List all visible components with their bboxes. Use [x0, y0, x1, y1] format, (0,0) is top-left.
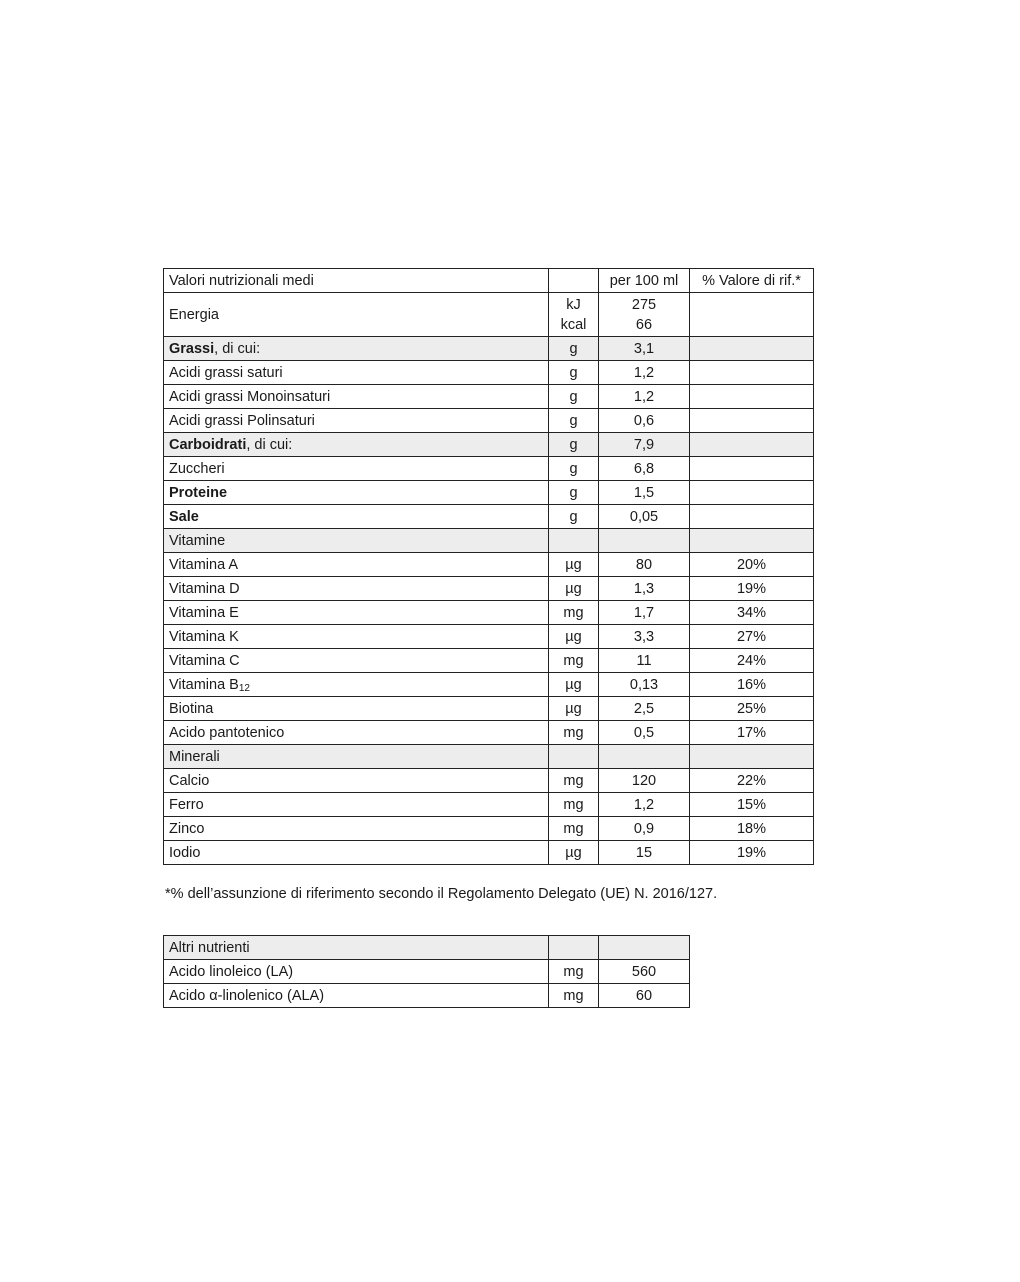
nutrient-label	[164, 337, 549, 361]
mineral-value: 120	[599, 769, 690, 793]
vitamin-label	[164, 553, 549, 577]
table-row	[164, 673, 814, 697]
vitamin-unit: µg	[549, 577, 599, 601]
nutrient-unit: g	[549, 385, 599, 409]
section-label: Vitamine	[164, 529, 549, 553]
nutrient-label	[164, 505, 549, 529]
vitamin-value: 0,5	[599, 721, 690, 745]
nutrient-unit: g	[549, 337, 599, 361]
table-row	[164, 769, 814, 793]
mineral-label: Ferro	[164, 793, 549, 817]
header-unit	[549, 269, 599, 293]
nutrient-ref	[690, 385, 814, 409]
mineral-ref: 19%	[690, 841, 814, 865]
nutrient-unit: g	[549, 457, 599, 481]
nutrient-label	[164, 457, 549, 481]
nutrient-value: 7,9	[599, 433, 690, 457]
vitamin-label	[164, 625, 549, 649]
mineral-unit: µg	[549, 841, 599, 865]
empty-cell	[690, 745, 814, 769]
empty-cell	[599, 936, 690, 960]
table-row	[164, 553, 814, 577]
vitamin-unit: µg	[549, 553, 599, 577]
vitamin-name: Acido pantotenico	[169, 724, 285, 741]
table-row	[164, 385, 814, 409]
table-row	[164, 481, 814, 505]
mineral-ref: 22%	[690, 769, 814, 793]
vitamin-label	[164, 649, 549, 673]
vitamin-label	[164, 721, 549, 745]
mineral-unit: mg	[549, 769, 599, 793]
nutrient-unit: g	[549, 505, 599, 529]
table-row	[164, 625, 814, 649]
empty-cell	[549, 936, 599, 960]
section-row-vitamins	[164, 529, 814, 553]
vitamin-name: Biotina	[169, 700, 214, 717]
table-row	[164, 457, 814, 481]
nutrient-label-bold: Proteine	[169, 484, 228, 501]
footnote: *% dell’assunzione di riferimento secondo il Regolamento Delegato (UE) N. 2016/127.	[165, 886, 718, 902]
vitamin-ref: 24%	[690, 649, 814, 673]
nutrient-label-rest: Acidi grassi Polinsaturi	[169, 412, 315, 429]
vitamin-ref: 19%	[690, 577, 814, 601]
value-kcal: 66	[635, 316, 653, 333]
table-row	[164, 361, 814, 385]
nutrient-ref	[690, 433, 814, 457]
nutrient-label	[164, 481, 549, 505]
table-row	[164, 817, 814, 841]
table-row	[164, 505, 814, 529]
nutrient-ref	[690, 505, 814, 529]
nutrient-unit: g	[549, 433, 599, 457]
other-header-label: Altri nutrienti	[164, 936, 549, 960]
nutrient-ref	[690, 361, 814, 385]
empty-cell	[599, 745, 690, 769]
vitamin-rows	[164, 529, 814, 745]
vitamin-value: 3,3	[599, 625, 690, 649]
vitamin-name: Vitamina A	[169, 556, 239, 573]
empty-cell	[690, 529, 814, 553]
vitamin-value: 1,3	[599, 577, 690, 601]
mineral-label: Zinco	[164, 817, 549, 841]
nutrient-value: 3,1	[599, 337, 690, 361]
nutrient-label-rest: , di cui:	[214, 340, 261, 357]
vitamin-name: Vitamina B	[169, 676, 239, 693]
energy-label: Energia	[164, 293, 549, 337]
vitamin-name: Vitamina K	[169, 628, 239, 645]
header-label: Valori nutrizionali medi	[164, 269, 549, 293]
table-row	[164, 984, 690, 1008]
empty-cell	[549, 529, 599, 553]
value-kj: 275	[631, 296, 657, 313]
nutrient-unit: g	[549, 361, 599, 385]
table-row	[164, 601, 814, 625]
vitamin-label	[164, 577, 549, 601]
nutrient-label-bold: Grassi	[169, 340, 215, 357]
vitamin-value: 80	[599, 553, 690, 577]
table-row	[164, 433, 814, 457]
table-row	[164, 577, 814, 601]
nutrient-label	[164, 433, 549, 457]
vitamin-value: 0,13	[599, 673, 690, 697]
nutrient-label	[164, 409, 549, 433]
mineral-rows	[164, 745, 814, 865]
section-row-minerals	[164, 745, 814, 769]
other-unit: mg	[549, 984, 599, 1008]
nutrient-value: 1,5	[599, 481, 690, 505]
nutrient-label	[164, 361, 549, 385]
other-label: Acido α-linolenico (ALA)	[164, 984, 549, 1008]
vitamin-value: 2,5	[599, 697, 690, 721]
mineral-unit: mg	[549, 793, 599, 817]
vitamin-unit: mg	[549, 601, 599, 625]
mineral-ref: 18%	[690, 817, 814, 841]
nutrient-value: 6,8	[599, 457, 690, 481]
nutrient-label-rest: Zuccheri	[169, 460, 225, 477]
nutrient-unit: g	[549, 481, 599, 505]
mineral-unit: mg	[549, 817, 599, 841]
macronutrient-rows	[164, 337, 814, 529]
nutrient-label-rest: Acidi grassi Monoinsaturi	[169, 388, 331, 405]
table-row	[164, 409, 814, 433]
vitamin-ref: 27%	[690, 625, 814, 649]
table-row	[164, 793, 814, 817]
nutrient-unit: g	[549, 409, 599, 433]
other-nutrients-table	[163, 935, 690, 1008]
nutrient-ref	[690, 481, 814, 505]
nutrient-label-bold: Carboidrati	[169, 436, 247, 453]
mineral-value: 15	[599, 841, 690, 865]
vitamin-label	[164, 601, 549, 625]
vitamin-ref: 34%	[690, 601, 814, 625]
table-row	[164, 721, 814, 745]
other-unit: mg	[549, 960, 599, 984]
vitamin-name: Vitamina C	[169, 652, 240, 669]
mineral-value: 1,2	[599, 793, 690, 817]
nutrient-value: 0,6	[599, 409, 690, 433]
vitamin-unit: mg	[549, 721, 599, 745]
vitamin-ref: 20%	[690, 553, 814, 577]
vitamin-ref: 17%	[690, 721, 814, 745]
vitamin-label	[164, 697, 549, 721]
empty-cell	[549, 745, 599, 769]
energy-units	[549, 293, 599, 337]
nutrient-ref	[690, 409, 814, 433]
nutrient-ref	[690, 457, 814, 481]
unit-kj: kJ	[566, 296, 581, 313]
vitamin-ref: 25%	[690, 697, 814, 721]
empty-cell	[599, 529, 690, 553]
mineral-label: Iodio	[164, 841, 549, 865]
vitamin-value: 11	[599, 649, 690, 673]
header-ref-value: % Valore di rif.*	[690, 269, 814, 293]
nutrient-value: 1,2	[599, 385, 690, 409]
vitamin-name: Vitamina E	[169, 604, 239, 621]
vitamin-ref: 16%	[690, 673, 814, 697]
vitamin-unit: µg	[549, 697, 599, 721]
mineral-ref: 15%	[690, 793, 814, 817]
other-value: 60	[599, 984, 690, 1008]
header-per-100ml: per 100 ml	[599, 269, 690, 293]
nutrient-value: 1,2	[599, 361, 690, 385]
nutrient-label-rest: , di cui:	[246, 436, 293, 453]
vitamin-subscript: 12	[238, 682, 250, 694]
table-row	[164, 960, 690, 984]
table-row	[164, 697, 814, 721]
vitamin-unit: µg	[549, 673, 599, 697]
mineral-label: Calcio	[164, 769, 549, 793]
nutrient-label	[164, 385, 549, 409]
nutrient-value: 0,05	[599, 505, 690, 529]
table-row	[164, 841, 814, 865]
vitamin-label	[164, 673, 549, 697]
mineral-value: 0,9	[599, 817, 690, 841]
other-value: 560	[599, 960, 690, 984]
vitamin-value: 1,7	[599, 601, 690, 625]
vitamin-unit: µg	[549, 625, 599, 649]
energy-row	[164, 293, 814, 337]
vitamin-unit: mg	[549, 649, 599, 673]
nutrient-ref	[690, 337, 814, 361]
section-label: Minerali	[164, 745, 549, 769]
nutrient-label-bold: Sale	[169, 508, 199, 525]
energy-values	[599, 293, 690, 337]
other-label: Acido linoleico (LA)	[164, 960, 549, 984]
table-header-row	[164, 269, 814, 293]
table-row	[164, 649, 814, 673]
energy-ref	[690, 293, 814, 337]
nutrient-label-rest: Acidi grassi saturi	[169, 364, 283, 381]
nutrition-table	[163, 268, 814, 865]
unit-kcal: kcal	[560, 316, 587, 333]
vitamin-name: Vitamina D	[169, 580, 240, 597]
table-row	[164, 337, 814, 361]
other-header-row	[164, 936, 690, 960]
